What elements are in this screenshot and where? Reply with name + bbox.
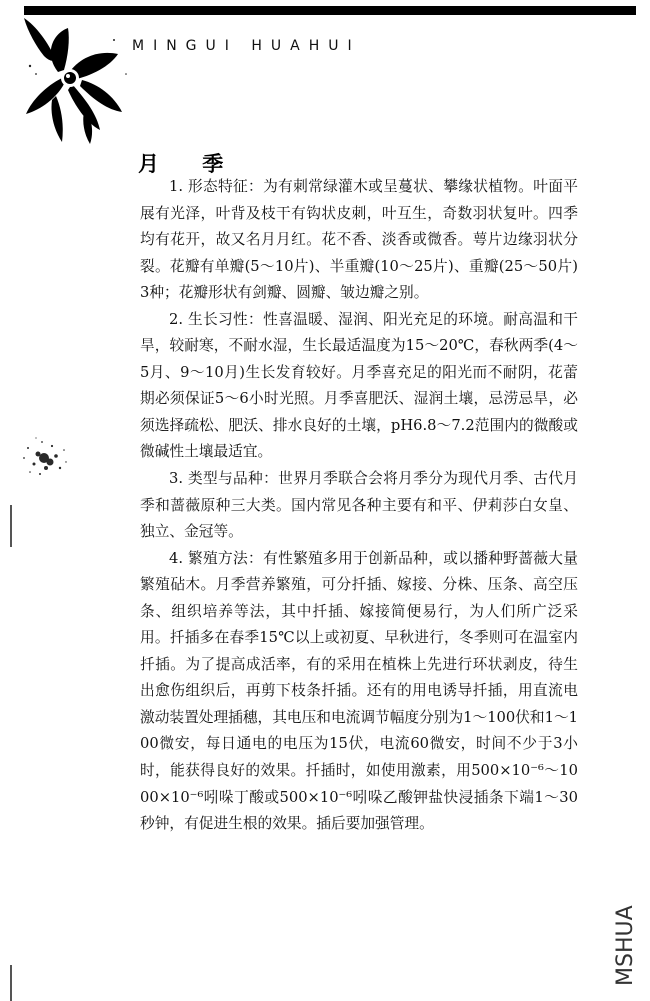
orchid-icon [22,14,134,146]
scan-smudge [16,428,74,488]
running-header: MINGUI HUAHUI [132,38,361,54]
paragraph-propagation: 4. 繁殖方法：有性繁殖多用于创新品种，或以播种野蔷薇大量繁殖砧木。月季营养繁殖，可分扦插、嫁接、分株、压条、高空压条、组织培养等法，其中扦插、嫁接简便易行，为人们所广泛采用。扦插多在春季15℃以上或初夏、早秋进行，冬季则可在温室内扦插。为了提高成活率，有的采用在植株上先进行环状剥皮，待生出愈伤组织后，再剪下枝条扦插。还有的用电诱导扦插，用直流电激动装置处理插穗，其电压和电流调节幅度分别为1～100伏和1～100微安，每日通电的电压为15伏，电流60微安，时间不少于3小时，能获得良好的效果。扦插时，如使用激素，用500×10⁻⁶～1000×10⁻⁶吲哚丁酸或500×10⁻⁶吲哚乙酸钾盐快浸插条下端1～30秒钟，有促进生根的效果。插后要加强管理。 [140,549,578,833]
paragraph-types-varieties: 3. 类型与品种：世界月季联合会将月季分为现代月季、古代月季和蔷薇原种三大类。国内常见各种主要有和平、伊莉莎白女皇、独立、金冠等。 [140,470,578,541]
scan-edge-mark [10,505,12,547]
scan-edge-mark [10,965,12,1001]
watermark-text: MSHUA [613,905,638,986]
article-body [140,174,578,838]
article-title: 月 季 [138,152,242,176]
paragraph-morphology: 1. 形态特征：为有刺常绿灌木或呈蔓状、攀缘状植物。叶面平展有光泽，叶背及枝干有钩状皮刺，叶互生，奇数羽状复叶。四季均有花开，故又名月月红。花不香、淡香或微香。萼片边缘羽状分裂。花瓣有单瓣(5～10片)、半重瓣(10～25片)、重瓣(25～50片)3种；花瓣形状有剑瓣、圆瓣、皱边瓣之别。 [140,178,578,302]
paragraph-growth-habits: 2. 生长习性：性喜温暖、湿润、阳光充足的环境。耐高温和干旱，较耐寒，不耐水湿，生长最适温度为15～20℃，春秋两季(4～5月、9～10月)生长发育较好。月季喜充足的阳光而不耐阴，花蕾期必须保证5～6小时光照。月季喜肥沃、湿润土壤，忌涝忌旱，必须选择疏松、肥沃、排水良好的土壤，pH6.8～7.2范围内的微酸或微碱性土壤最适宜。 [140,310,578,461]
watermark [586,880,646,990]
